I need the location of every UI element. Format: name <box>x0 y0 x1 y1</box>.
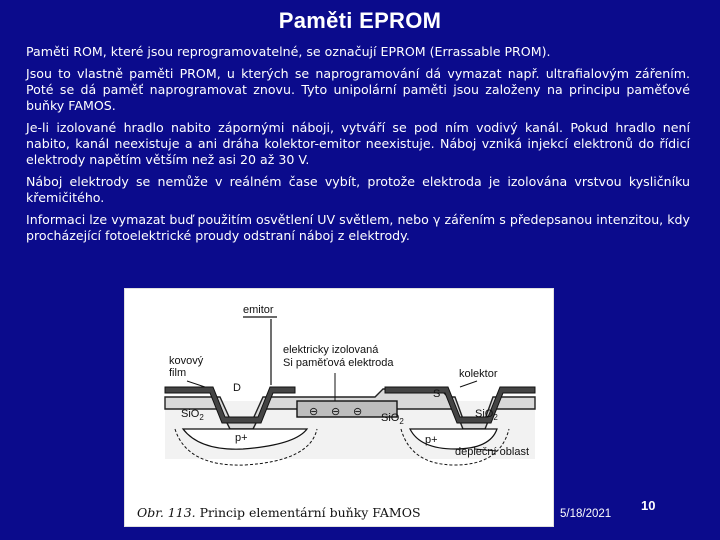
label-metal-2: film <box>169 367 187 379</box>
label-sio2-mid: SiO$_2$ <box>381 412 404 426</box>
slide-body <box>26 44 690 250</box>
label-p-right: p+ <box>425 434 438 446</box>
charge-2: ⊖ <box>331 406 341 418</box>
metal-leader <box>187 381 205 387</box>
kolektor-leader <box>460 381 477 387</box>
label-depletion: depleční oblast <box>455 446 529 458</box>
famos-cell-figure <box>124 288 554 527</box>
slide-title: Paměti EPROM <box>278 8 442 33</box>
label-p-left: p+ <box>235 432 248 444</box>
charge-1: ⊖ <box>309 406 319 418</box>
page-number: 10 <box>641 498 656 513</box>
paragraph: Náboj elektrody se nemůže v reálném čase vybít, protože elektroda je izolována vrstvou kysličníku křemičitého. <box>26 174 690 205</box>
label-gate-1: elektricky izolovaná <box>283 344 379 356</box>
paragraph: Jsou to vlastně paměti PROM, u kterých se naprogramování dá vymazat např. ultrafialovým zářením. Poté se dá paměť naprogramovat znovu. Tyto unipolární paměti jsou založeny na principu paměťové buňky FAMOS. <box>26 66 690 113</box>
label-gate-2: Si paměťová elektroda <box>283 357 394 369</box>
label-source: S <box>433 388 441 400</box>
label-drain: D <box>233 382 241 394</box>
label-emitor: emitor <box>243 304 274 316</box>
label-metal-1: kovový <box>169 355 204 367</box>
label-sio2-right: SiO$_2$ <box>475 408 498 422</box>
figure-caption <box>137 505 421 520</box>
paragraph: Paměti ROM, které jsou reprogramovatelné, se označují EPROM (Errassable PROM). <box>26 44 551 59</box>
paragraph: Informaci lze vymazat buď použitím osvětlení UV světlem, nebo γ zářením s předepsanou intenzitou, kdy procházející fotoelektrické proudy odstraní náboj z elektrody. <box>26 212 690 243</box>
charge-3: ⊖ <box>353 406 363 418</box>
paragraph: Je-li izolované hradlo nabito zápornými náboji, vytváří se pod ním vodivý kanál. Pokud hradlo není nabito, kanál neexistuje a ani dráha kolektor-emitor neexistuje. Náboj vzniká injekcí elektronů do řídicí elektrody napětím větším než asi 20 až 30 V. <box>26 120 690 167</box>
famos-cell-diagram <box>125 289 553 494</box>
caption-text: Princip elementární buňky FAMOS <box>199 505 421 520</box>
label-kolektor: kolektor <box>459 368 498 380</box>
slide-date: 5/18/2021 <box>560 508 612 520</box>
label-sio2-left: SiO$_2$ <box>181 408 204 422</box>
caption-prefix: Obr. 113. <box>137 505 196 520</box>
